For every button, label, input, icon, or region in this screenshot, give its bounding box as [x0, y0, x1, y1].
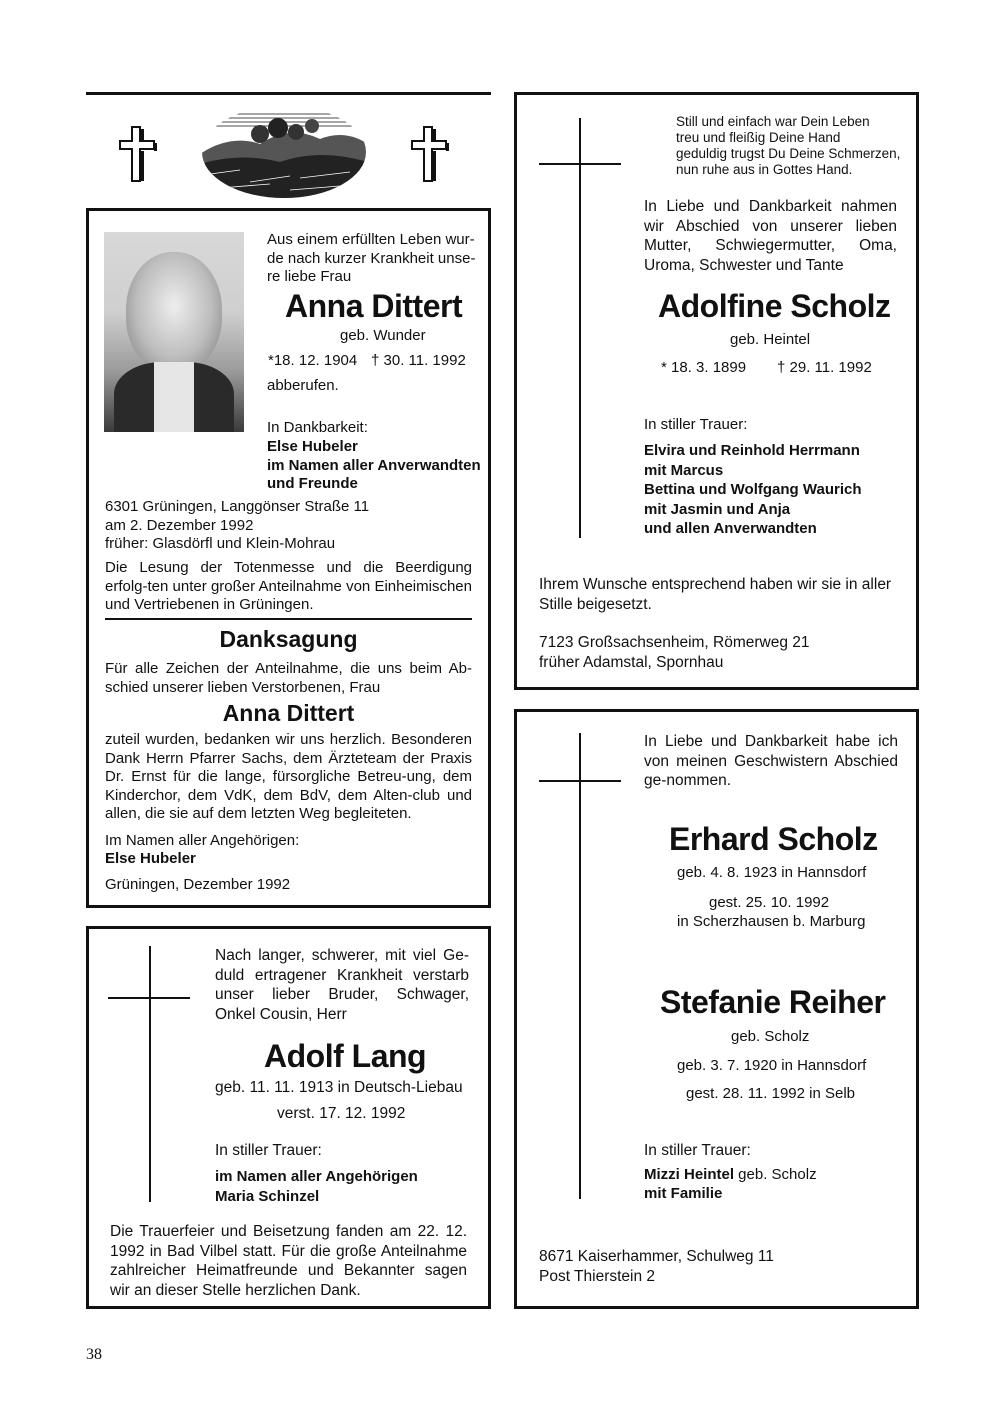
stefanie-geb-name: geb. Scholz	[731, 1028, 810, 1045]
erhard-cross-vertical	[579, 733, 581, 1199]
page-number: 38	[86, 1346, 102, 1363]
adolfine-mourners: Elvira und Reinhold Herrmann mit Marcus Bettina und Wolfgang Waurich mit Jasmin und Anja und allen Anverwandten	[644, 442, 862, 537]
anna-address: 6301 Grüningen, Langgönser Straße 11 am 2. Dezember 1992 früher: Glasdörfl und Klein-Mohrau	[105, 498, 370, 552]
stefanie-gest: gest. 28. 11. 1992 in Selb	[686, 1085, 856, 1102]
adolfine-intro: In Liebe und Dankbarkeit nahmen wir Abschied von unserer lieben Mutter, Schwiegermutter, Oma, Uroma, Schwester und Tante	[644, 198, 897, 274]
anna-thanks-label: In Dankbarkeit:	[267, 419, 368, 436]
adolfine-cross-horizontal	[539, 163, 621, 165]
anna-name: Anna Dittert	[285, 288, 463, 324]
adolfine-cross-vertical	[579, 118, 581, 538]
adolf-cross-vertical	[149, 946, 151, 1202]
adolf-mourn-label: In stiller Trauer:	[215, 1142, 322, 1159]
anna-signers: Else Hubeler im Namen aller Anverwandten und Freunde	[267, 438, 481, 492]
erhard-mourner-family: mit Familie	[644, 1185, 723, 1202]
erhard-mourner-rest: geb. Scholz	[734, 1166, 817, 1183]
adolf-name: Adolf Lang	[264, 1038, 427, 1074]
cross-icon-right	[410, 125, 450, 183]
erhard-name: Erhard Scholz	[669, 821, 878, 857]
anna-closing-place: Grüningen, Dezember 1992	[105, 876, 291, 893]
adolf-verst: verst. 17. 12. 1992	[277, 1105, 406, 1122]
erhard-mourn-label: In stiller Trauer:	[644, 1142, 751, 1159]
erhard-address: 8671 Kaiserhammer, Schulweg 11 Post Thierstein 2	[539, 1248, 774, 1285]
adolf-geb: geb. 11. 11. 1913 in Deutsch-Liebau	[215, 1079, 463, 1096]
stefanie-name: Stefanie Reiher	[660, 984, 886, 1020]
erhard-mourner-name: Mizzi Heintel	[644, 1166, 735, 1183]
erhard-mourner	[644, 1166, 817, 1185]
anna-born: *18. 12. 1904	[268, 352, 358, 369]
adolfine-note: Ihrem Wunsche entsprechend haben wir sie in aller Stille beigesetzt.	[539, 576, 892, 613]
adolfine-mourn-label: In stiller Trauer:	[644, 416, 748, 433]
adolf-cross-horizontal	[108, 997, 190, 999]
adolf-intro: Nach langer, schwerer, mit viel Ge-duld ertragener Krankheit verstarb unser lieber Bruder, Schwager, Onkel Cousin, Herr	[215, 947, 469, 1023]
adolf-mourners: im Namen aller Angehörigen Maria Schinzel	[215, 1168, 418, 1205]
erhard-gest: gest. 25. 10. 1992	[709, 894, 830, 911]
danksagung-intro: Für alle Zeichen der Anteilnahme, die uns beim Ab-schied unserer lieben Verstorbenen, Frau	[105, 660, 472, 696]
adolfine-born: * 18. 3. 1899	[661, 359, 747, 376]
erhard-intro: In Liebe und Dankbarkeit habe ich von meinen Geschwistern Abschied ge-nommen.	[644, 733, 898, 789]
danksagung-name: Anna Dittert	[222, 700, 355, 726]
anna-divider	[105, 618, 472, 620]
stefanie-geb: geb. 3. 7. 1920 in Hannsdorf	[677, 1057, 867, 1074]
danksagung-title: Danksagung	[219, 626, 358, 652]
anna-top-rule	[86, 92, 491, 95]
adolfine-address: 7123 Großsachsenheim, Römerweg 21 früher Adamstal, Spornhau	[539, 634, 810, 671]
adolfine-name: Adolfine Scholz	[658, 288, 891, 324]
cross-icon-left	[118, 125, 158, 183]
anna-geb: geb. Wunder	[340, 327, 426, 344]
adolfine-died: † 29. 11. 1992	[777, 359, 872, 376]
anna-called: abberufen.	[267, 377, 339, 394]
erhard-cross-horizontal	[539, 780, 621, 782]
landscape-engraving	[200, 104, 368, 200]
anna-closing-label: Im Namen aller Angehörigen:	[105, 832, 300, 849]
erhard-place: in Scherzhausen b. Marburg	[677, 913, 866, 930]
adolfine-poem: Still und einfach war Dein Leben treu und fleißig Deine Hand geduldig trugst Du Deine Schmerzen, nun ruhe aus in Gottes Hand.	[676, 114, 901, 177]
portrait-photo	[104, 232, 244, 432]
adolfine-geb: geb. Heintel	[730, 331, 811, 348]
anna-closing-name: Else Hubeler	[105, 850, 196, 867]
anna-died: † 30. 11. 1992	[371, 352, 466, 369]
erhard-geb: geb. 4. 8. 1923 in Hannsdorf	[677, 864, 867, 881]
anna-intro: Aus einem erfüllten Leben wur- de nach kurzer Krankheit unse- re liebe Frau	[267, 231, 476, 285]
anna-mass-text: Die Lesung der Totenmesse und die Beerdigung erfolg-ten unter großer Anteilnahme von Einheimischen und Vertriebenen in Grüningen.	[105, 559, 472, 613]
adolf-note: Die Trauerfeier und Beisetzung fanden am 22. 12. 1992 in Bad Vilbel statt. Für die große Anteilnahme zahlreicher Heimatfreunde und Bekannter sagen wir an dieser Stelle herzlichen Dank.	[110, 1223, 467, 1299]
danksagung-text: zuteil wurden, bedanken wir uns herzlich. Besonderen Dank Herrn Pfarrer Sachs, dem Ärzteteam der Praxis Dr. Ernst für die lange, fürsorgliche Betreu-ung, dem Kinderchor, dem VdK, dem BdV, dem Alten-club und allen, die sie auf dem letzten Weg begleiteten.	[105, 731, 472, 822]
